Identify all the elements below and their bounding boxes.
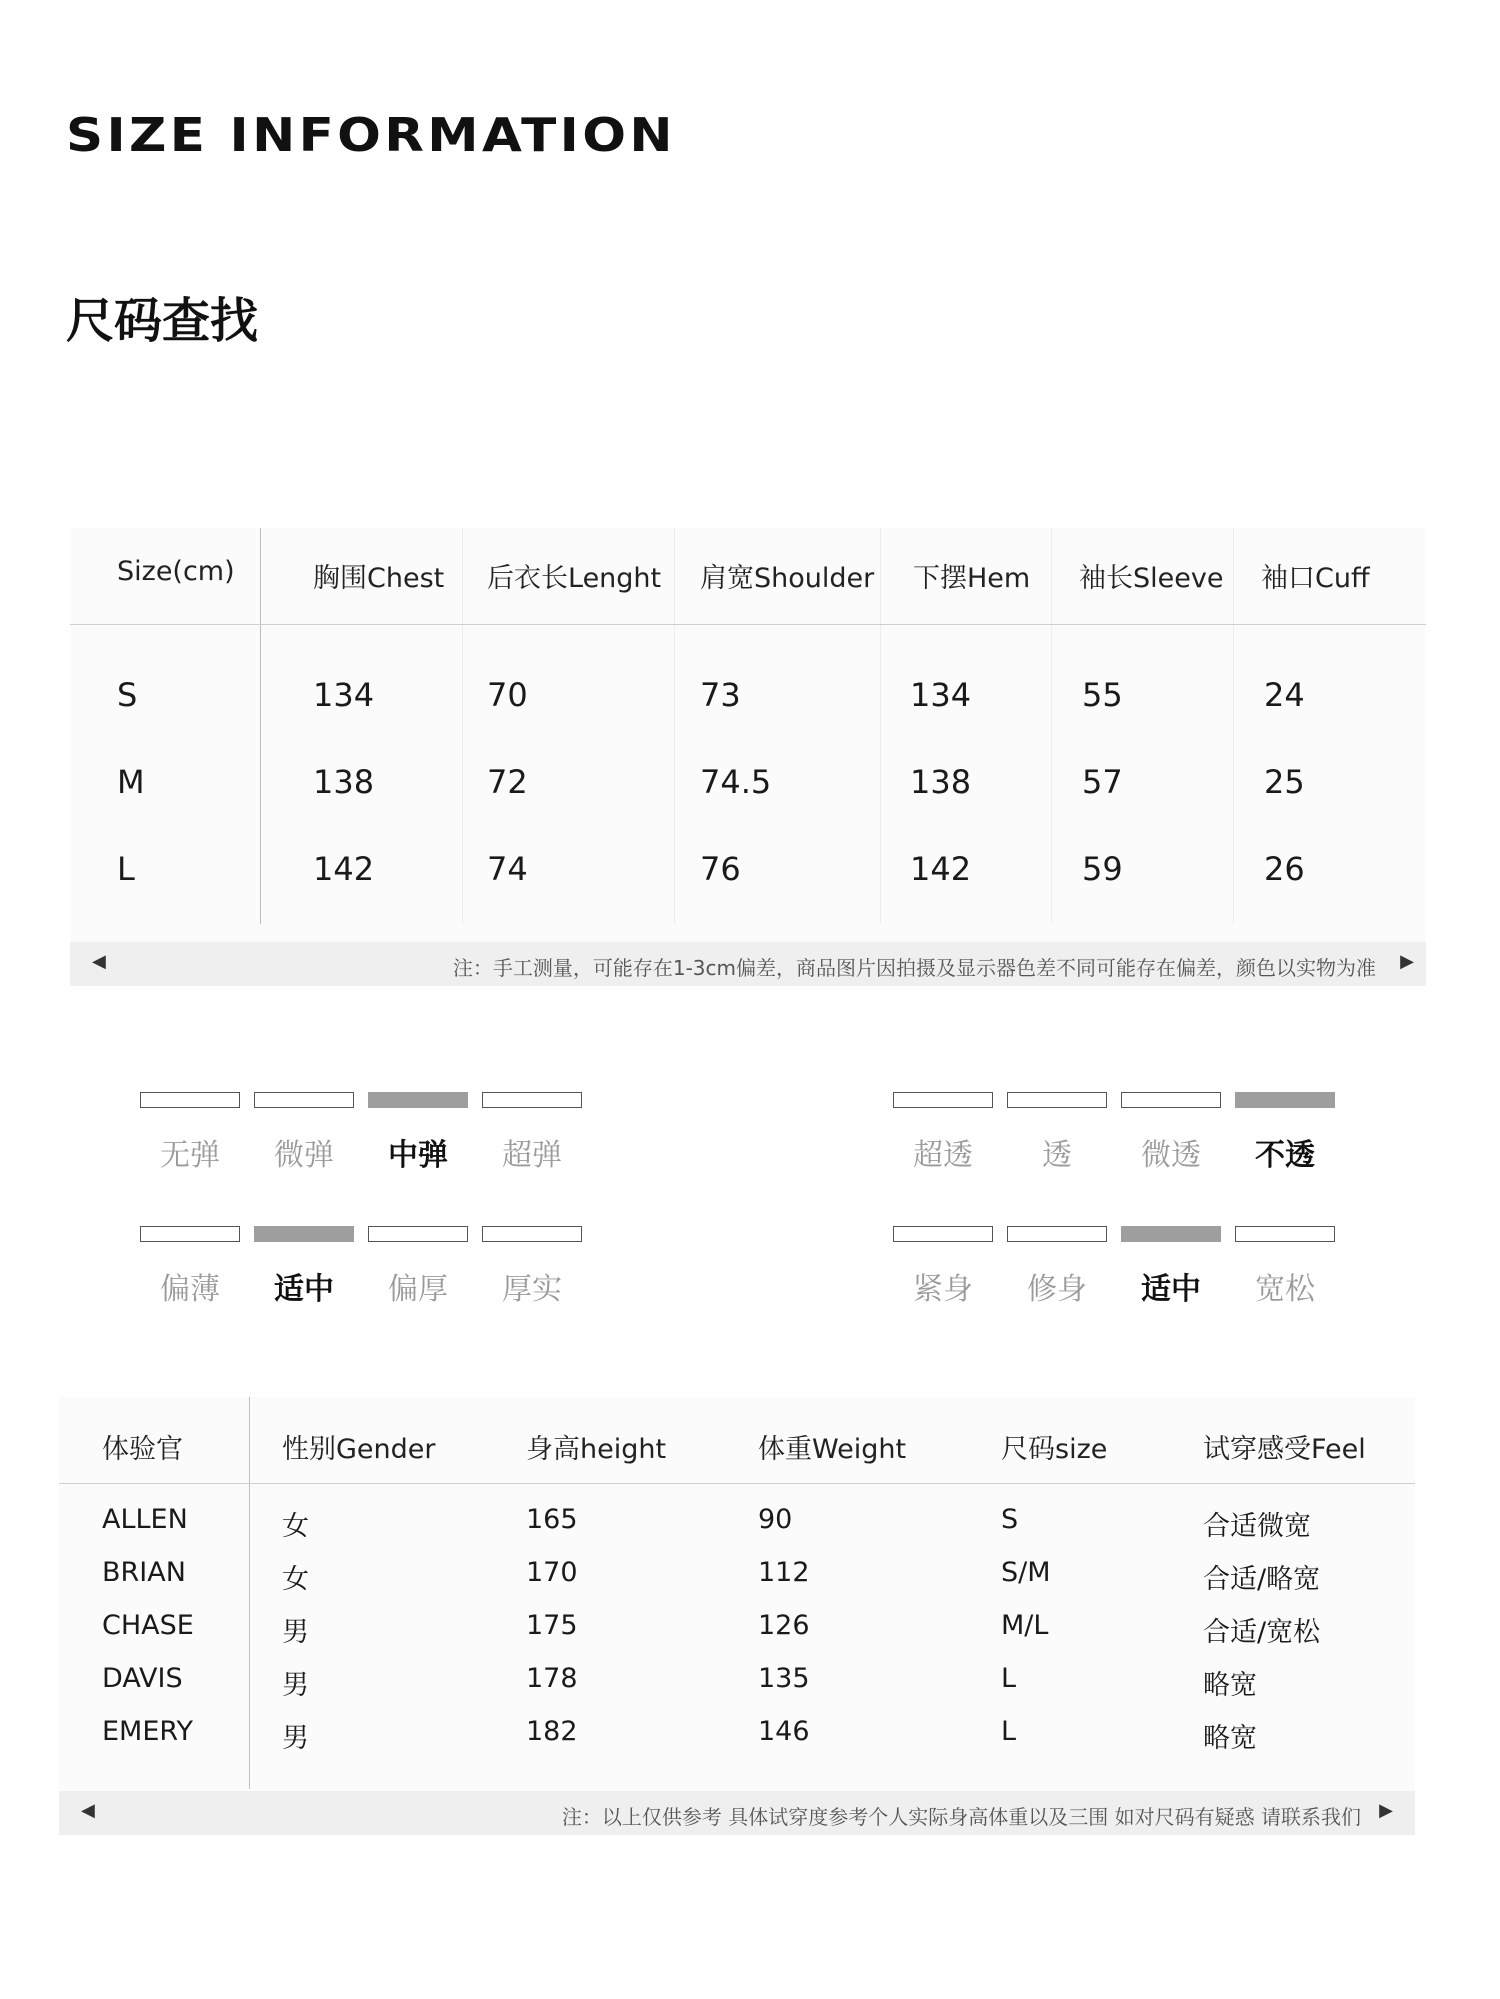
tester-table bbox=[59, 1397, 1415, 1835]
fit-bar-1 bbox=[1007, 1226, 1107, 1242]
column-divider bbox=[260, 528, 261, 924]
cuff-cell: 26 bbox=[1264, 850, 1305, 888]
length-cell: 70 bbox=[487, 676, 528, 714]
column-header-hem: 下摆Hem bbox=[913, 563, 1031, 594]
transparency-bar-1 bbox=[1007, 1092, 1107, 1108]
elasticity-option-label: 微弹 bbox=[274, 1138, 334, 1173]
tester-name-cell: CHASE bbox=[102, 1610, 194, 1641]
column-divider bbox=[1233, 528, 1234, 924]
column-divider bbox=[462, 528, 463, 924]
tester-name-cell: EMERY bbox=[102, 1716, 193, 1747]
gender-cell: 男 bbox=[282, 1617, 309, 1648]
cuff-cell: 25 bbox=[1264, 763, 1305, 801]
fit-option-label: 紧身 bbox=[913, 1272, 973, 1307]
size-cell: S bbox=[117, 676, 138, 714]
header-divider bbox=[70, 624, 1426, 625]
feel-cell: 略宽 bbox=[1203, 1670, 1257, 1701]
size-cell: M/L bbox=[1001, 1610, 1049, 1641]
chest-cell: 134 bbox=[313, 676, 375, 714]
fit-option-label: 宽松 bbox=[1255, 1272, 1315, 1307]
size-cell: L bbox=[1001, 1716, 1017, 1747]
column-divider bbox=[674, 528, 675, 924]
column-header-cuff: 袖口Cuff bbox=[1261, 563, 1370, 594]
thickness-bar-1 bbox=[254, 1226, 354, 1242]
column-header-sleeve: 袖长Sleeve bbox=[1079, 563, 1224, 594]
cuff-cell: 24 bbox=[1264, 676, 1305, 714]
elasticity-option-label: 无弹 bbox=[160, 1138, 220, 1173]
hem-cell: 142 bbox=[910, 850, 972, 888]
height-cell: 182 bbox=[526, 1716, 578, 1747]
elasticity-bar-1 bbox=[254, 1092, 354, 1108]
column-divider bbox=[1051, 528, 1052, 924]
gender-cell: 女 bbox=[282, 1511, 309, 1542]
thickness-bar-0 bbox=[140, 1226, 240, 1242]
thickness-option-label: 适中 bbox=[274, 1272, 334, 1307]
thickness-bar-3 bbox=[482, 1226, 582, 1242]
transparency-option-label: 不透 bbox=[1255, 1138, 1315, 1173]
fit-bar-0 bbox=[893, 1226, 993, 1242]
shoulder-cell: 76 bbox=[700, 850, 741, 888]
chest-cell: 138 bbox=[313, 763, 375, 801]
tester-note-bar bbox=[59, 1791, 1415, 1835]
fit-bar-2 bbox=[1121, 1226, 1221, 1242]
elasticity-option-label: 中弹 bbox=[388, 1138, 448, 1173]
header-divider bbox=[59, 1483, 1415, 1484]
tester-name-cell: ALLEN bbox=[102, 1504, 188, 1535]
scroll-right-icon[interactable]: ▶ bbox=[1379, 1800, 1393, 1821]
sleeve-cell: 55 bbox=[1082, 676, 1123, 714]
column-header-size: 尺码size bbox=[1001, 1434, 1108, 1465]
column-header-gender: 性别Gender bbox=[282, 1434, 436, 1465]
height-cell: 165 bbox=[526, 1504, 578, 1535]
column-header-chest: 胸围Chest bbox=[313, 563, 445, 594]
shoulder-cell: 73 bbox=[700, 676, 741, 714]
thickness-option-label: 偏厚 bbox=[388, 1272, 448, 1307]
column-divider bbox=[249, 1397, 250, 1789]
feel-cell: 合适/宽松 bbox=[1203, 1617, 1321, 1648]
feel-cell: 略宽 bbox=[1203, 1723, 1257, 1754]
shoulder-cell: 74.5 bbox=[700, 763, 772, 801]
feel-cell: 合适微宽 bbox=[1203, 1511, 1311, 1542]
thickness-bar-2 bbox=[368, 1226, 468, 1242]
tester-note-text: 注：以上仅供参考 具体试穿度参考个人实际身高体重以及三围 如对尺码有疑惑 请联系我们 bbox=[561, 1805, 1361, 1829]
thickness-option-label: 厚实 bbox=[502, 1272, 562, 1307]
transparency-option-label: 超透 bbox=[913, 1138, 973, 1173]
gender-cell: 男 bbox=[282, 1670, 309, 1701]
transparency-option-label: 微透 bbox=[1141, 1138, 1201, 1173]
sleeve-cell: 59 bbox=[1082, 850, 1123, 888]
weight-cell: 135 bbox=[758, 1663, 810, 1694]
size-cell: M bbox=[117, 763, 145, 801]
transparency-bar-0 bbox=[893, 1092, 993, 1108]
tester-name-cell: BRIAN bbox=[102, 1557, 186, 1588]
scroll-left-icon[interactable]: ◀ bbox=[81, 1800, 95, 1821]
size-note-bar bbox=[70, 942, 1426, 986]
chest-cell: 142 bbox=[313, 850, 375, 888]
hem-cell: 138 bbox=[910, 763, 972, 801]
gender-cell: 女 bbox=[282, 1564, 309, 1595]
length-cell: 72 bbox=[487, 763, 528, 801]
column-header-size: Size(cm) bbox=[117, 556, 235, 587]
fit-option-label: 修身 bbox=[1027, 1272, 1087, 1307]
size-cell: S bbox=[1001, 1504, 1019, 1535]
fit-option-label: 适中 bbox=[1141, 1272, 1201, 1307]
section-title: 尺码查找 bbox=[66, 293, 259, 349]
hem-cell: 134 bbox=[910, 676, 972, 714]
height-cell: 170 bbox=[526, 1557, 578, 1588]
column-header-weight: 体重Weight bbox=[758, 1434, 907, 1465]
weight-cell: 126 bbox=[758, 1610, 810, 1641]
column-divider bbox=[880, 528, 881, 924]
transparency-bar-2 bbox=[1121, 1092, 1221, 1108]
transparency-bar-3 bbox=[1235, 1092, 1335, 1108]
length-cell: 74 bbox=[487, 850, 528, 888]
scroll-right-icon[interactable]: ▶ bbox=[1400, 951, 1414, 972]
thickness-option-label: 偏薄 bbox=[160, 1272, 220, 1307]
scroll-left-icon[interactable]: ◀ bbox=[92, 951, 106, 972]
elasticity-bar-0 bbox=[140, 1092, 240, 1108]
size-note-text: 注：手工测量，可能存在1-3cm偏差，商品图片因拍摄及显示器色差不同可能存在偏差，颜色以实物为准 bbox=[452, 956, 1376, 980]
size-cell: L bbox=[117, 850, 135, 888]
elasticity-option-label: 超弹 bbox=[502, 1138, 562, 1173]
height-cell: 178 bbox=[526, 1663, 578, 1694]
column-header-feel: 试穿感受Feel bbox=[1203, 1434, 1366, 1465]
weight-cell: 146 bbox=[758, 1716, 810, 1747]
height-cell: 175 bbox=[526, 1610, 578, 1641]
gender-cell: 男 bbox=[282, 1723, 309, 1754]
column-header-shoulder: 肩宽Shoulder bbox=[700, 563, 875, 594]
column-header-tester: 体验官 bbox=[102, 1434, 183, 1465]
size-table bbox=[70, 528, 1426, 986]
fit-bar-3 bbox=[1235, 1226, 1335, 1242]
size-cell: S/M bbox=[1001, 1557, 1051, 1588]
feel-cell: 合适/略宽 bbox=[1203, 1564, 1321, 1595]
elasticity-bar-2 bbox=[368, 1092, 468, 1108]
sleeve-cell: 57 bbox=[1082, 763, 1123, 801]
transparency-option-label: 透 bbox=[1042, 1138, 1072, 1173]
column-header-length: 后衣长Lenght bbox=[487, 563, 662, 594]
weight-cell: 112 bbox=[758, 1557, 810, 1588]
tester-name-cell: DAVIS bbox=[102, 1663, 183, 1694]
elasticity-bar-3 bbox=[482, 1092, 582, 1108]
column-header-height: 身高height bbox=[526, 1434, 667, 1465]
weight-cell: 90 bbox=[758, 1504, 793, 1535]
page-title: SIZE INFORMATION bbox=[66, 108, 676, 162]
size-cell: L bbox=[1001, 1663, 1017, 1694]
